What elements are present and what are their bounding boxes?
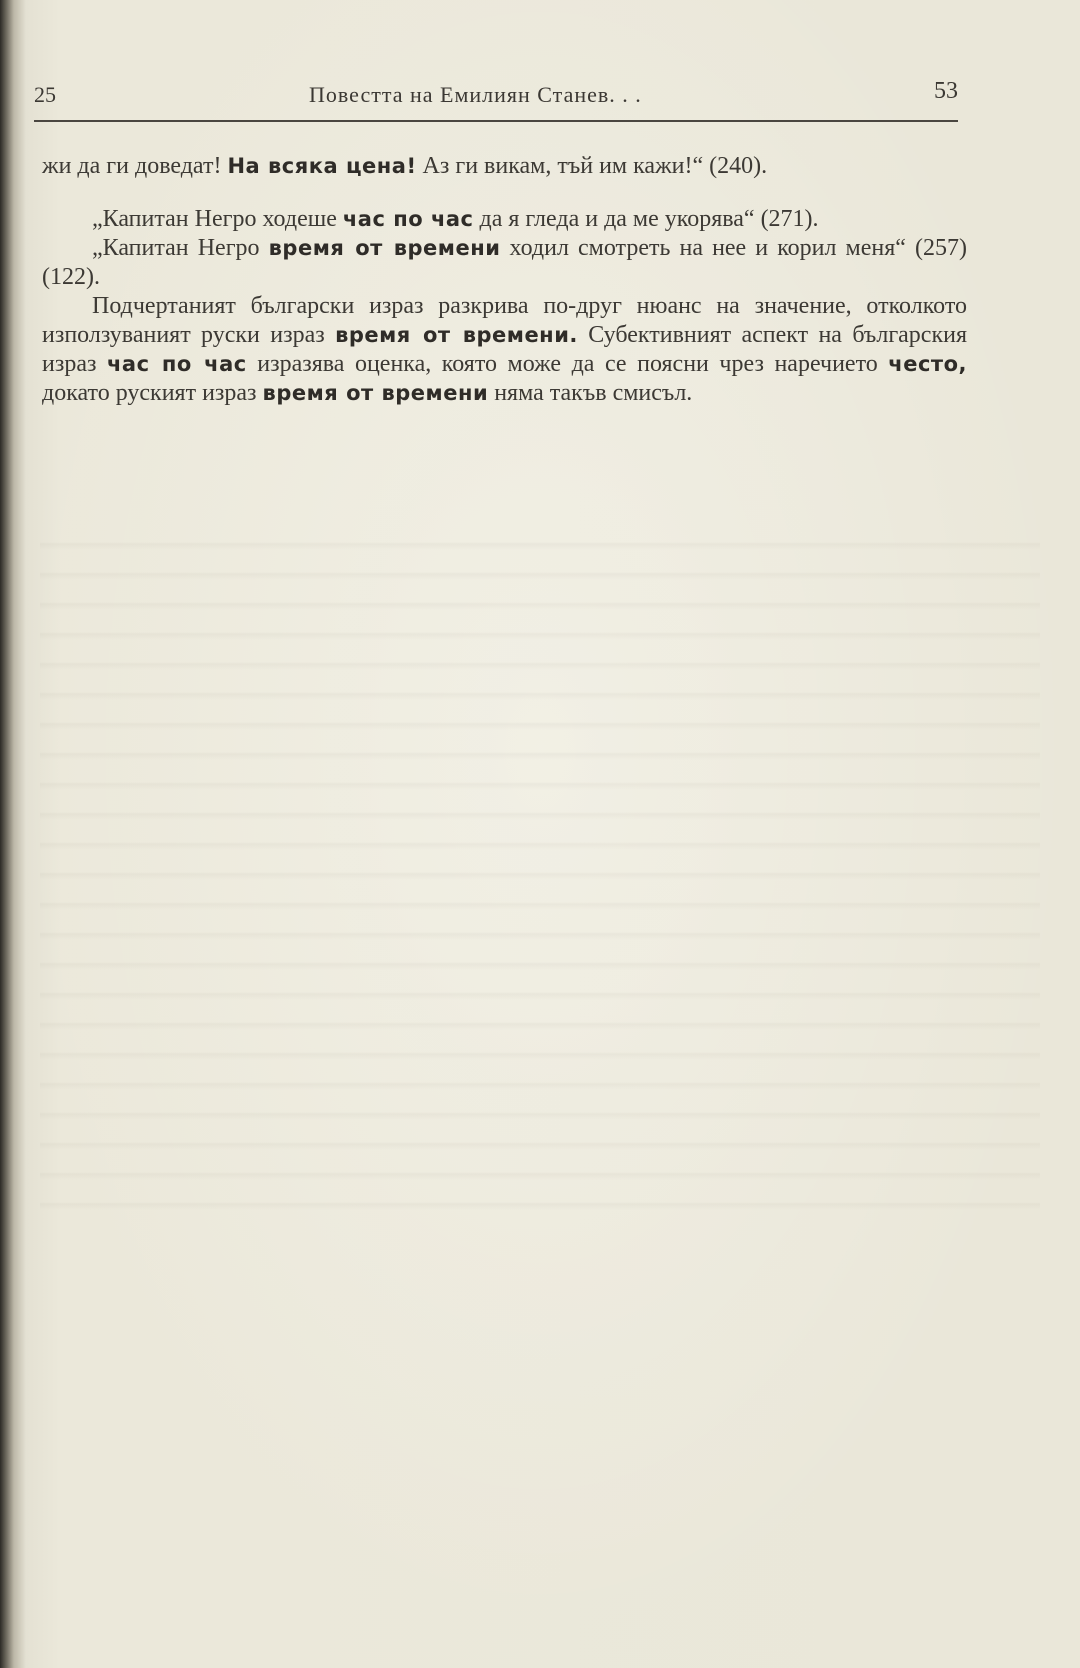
- paragraph-4-bold-4: время от времени: [262, 381, 489, 405]
- paragraph-1-text-1: жи да ги доведат!: [42, 153, 228, 179]
- paragraph-4-bold-2: час по час: [107, 352, 247, 376]
- paragraph-4-text-1: Подчертаният български израз разкрива по-друг нюанс на значение, отколкото използуваният руски израз: [42, 293, 967, 348]
- right-page-number: 53: [934, 78, 958, 104]
- paragraph-3-text-2: ходил смотреть на нее и корил меня“ (257) (122).: [42, 235, 967, 290]
- paragraph-4: [42, 292, 967, 408]
- paragraph-2: [42, 205, 967, 234]
- paragraph-4-text-2: Субективният аспект на българския израз: [42, 322, 968, 377]
- paragraph-2-text-2: да я гледа и да ме укорява“ (271).: [473, 206, 819, 232]
- running-title: Повестта на Емилиян Станев. . .: [309, 82, 642, 107]
- paragraph-2-text-1: „Капитан Негро ходеше: [92, 206, 343, 232]
- paragraph-2-bold-1: час по час: [342, 207, 474, 231]
- paragraph-4-text-5: няма такъв смисъл.: [488, 380, 693, 406]
- paragraph-4-bold-1: время от времени.: [335, 323, 578, 347]
- left-page-number: 25: [34, 82, 56, 107]
- body-text: [42, 152, 967, 408]
- paragraph-1-bold-1: На всяка цена!: [227, 154, 417, 178]
- paragraph-3-bold-1: время от времени: [268, 236, 501, 260]
- paragraph-4-bold-3: често,: [888, 352, 967, 376]
- paragraph-3-text-1: „Капитан Негро: [92, 235, 269, 261]
- paragraph-3: [42, 234, 967, 292]
- paragraph-4-text-3: изразява оценка, която може да се поясни чрез наречието: [246, 351, 889, 377]
- show-through-texture: [40, 520, 1040, 1220]
- paragraph-1: [42, 152, 967, 181]
- paragraph-4-text-4: докато руският израз: [42, 380, 263, 406]
- header-rule: [34, 120, 958, 122]
- running-header: [34, 78, 958, 118]
- paragraph-1-text-2: Аз ги викам, тъй им кажи!“ (240).: [416, 153, 768, 179]
